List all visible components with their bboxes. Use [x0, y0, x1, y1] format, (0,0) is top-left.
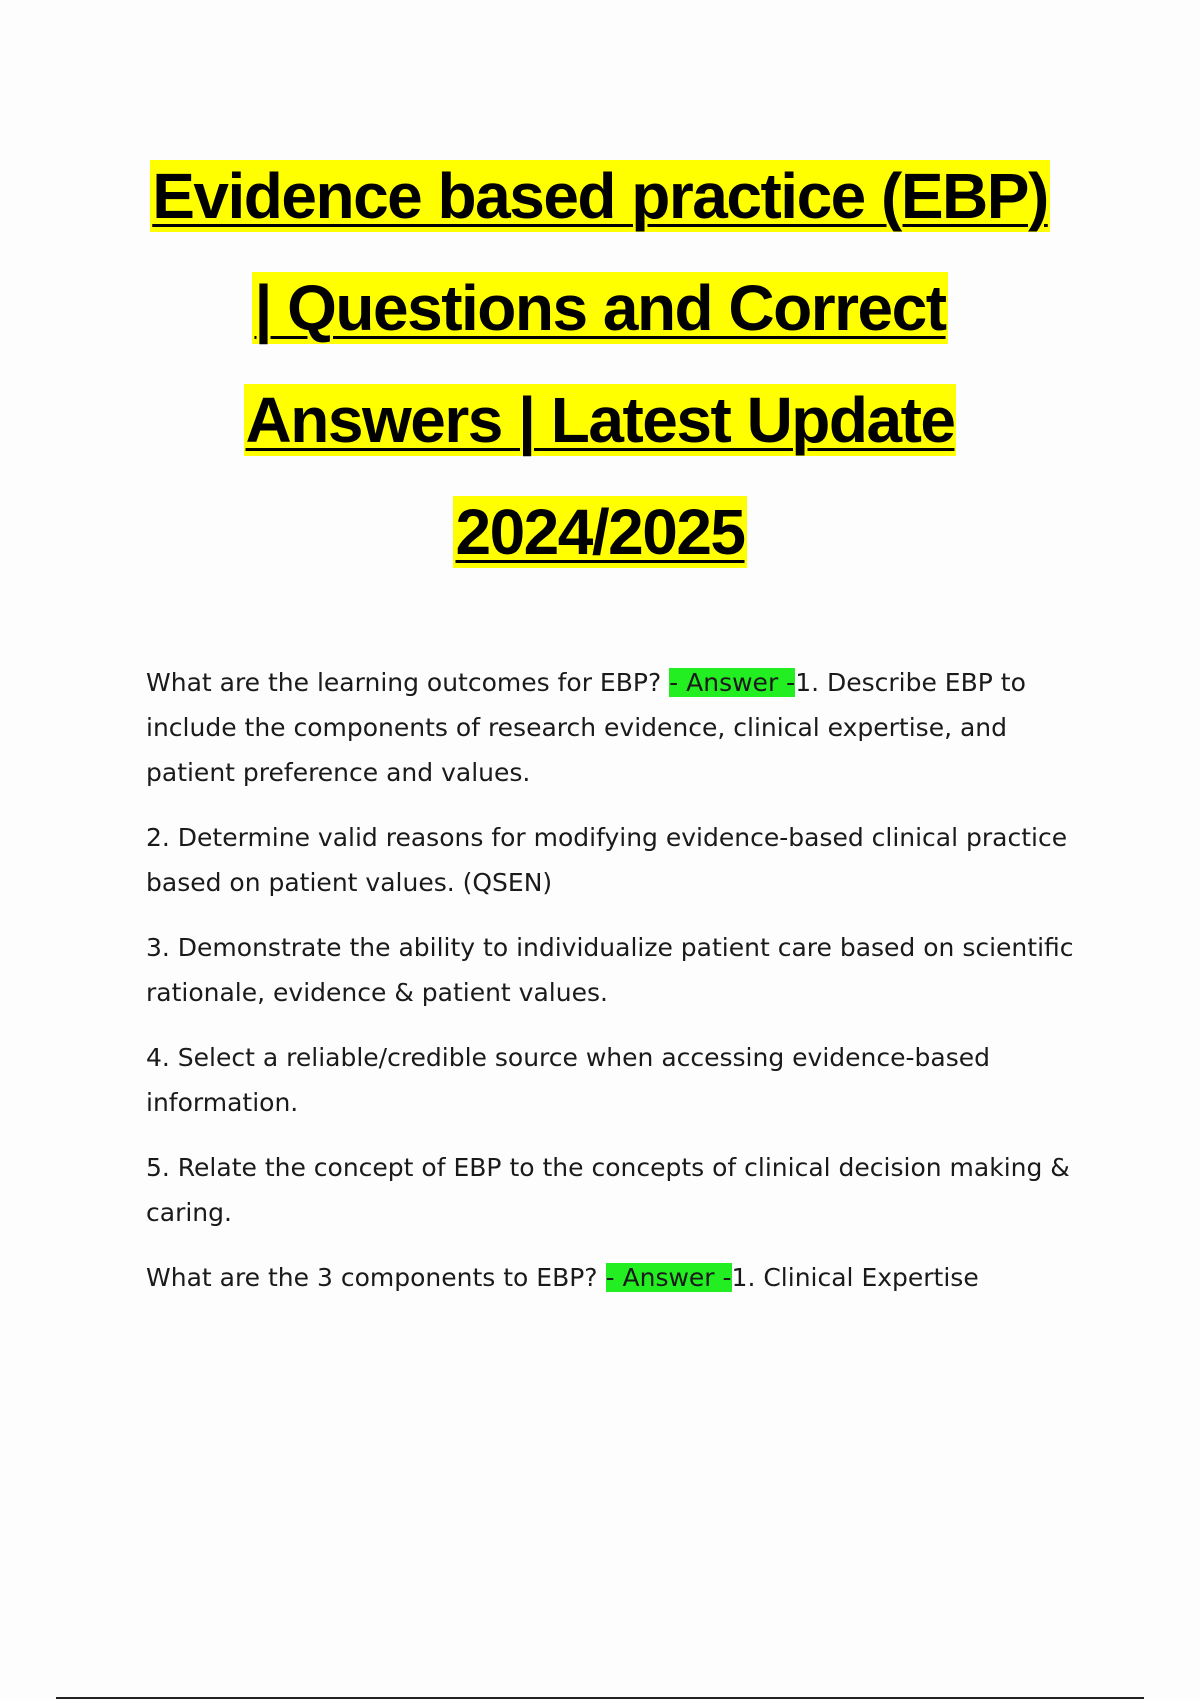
- answer-text: 1. Clinical Expertise: [731, 1263, 979, 1292]
- question-text: What are the learning outcomes for EBP?: [146, 668, 670, 697]
- title-line-text: Evidence based practice (EBP): [152, 160, 1048, 232]
- answer-marker: - Answer -: [669, 668, 796, 697]
- page-bottom-rule: [56, 1697, 1144, 1699]
- answer-continuation: 3. Demonstrate the ability to individualize patient care based on scientific rationale, evidence & patient values.: [146, 933, 1074, 1007]
- answer-continuation: 2. Determine valid reasons for modifying evidence-based clinical practice based on patient values. (QSEN): [146, 823, 1068, 897]
- title-line: [100, 140, 1100, 252]
- title-line-text: | Questions and Correct: [254, 272, 946, 344]
- qa-item: [146, 1255, 1086, 1300]
- title-line-text: 2024/2025: [455, 496, 745, 568]
- answer-marker: - Answer -: [605, 1263, 732, 1292]
- qa-item: [146, 660, 1086, 795]
- document-title: [100, 140, 1100, 588]
- answer-continuation: 4. Select a reliable/credible source when accessing evidence-based information.: [146, 1043, 990, 1117]
- document-body: [146, 660, 1086, 1320]
- question-text: What are the 3 components to EBP?: [146, 1263, 606, 1292]
- title-line: [100, 252, 1100, 364]
- title-line-text: Answers | Latest Update: [245, 384, 955, 456]
- title-line: [100, 364, 1100, 476]
- answer-continuation: 5. Relate the concept of EBP to the concepts of clinical decision making & caring.: [146, 1153, 1070, 1227]
- answer-text: 1. Describe EBP to include the components of research evidence, clinical expertise, and patient preference and values.: [146, 668, 1026, 787]
- title-line: [100, 476, 1100, 588]
